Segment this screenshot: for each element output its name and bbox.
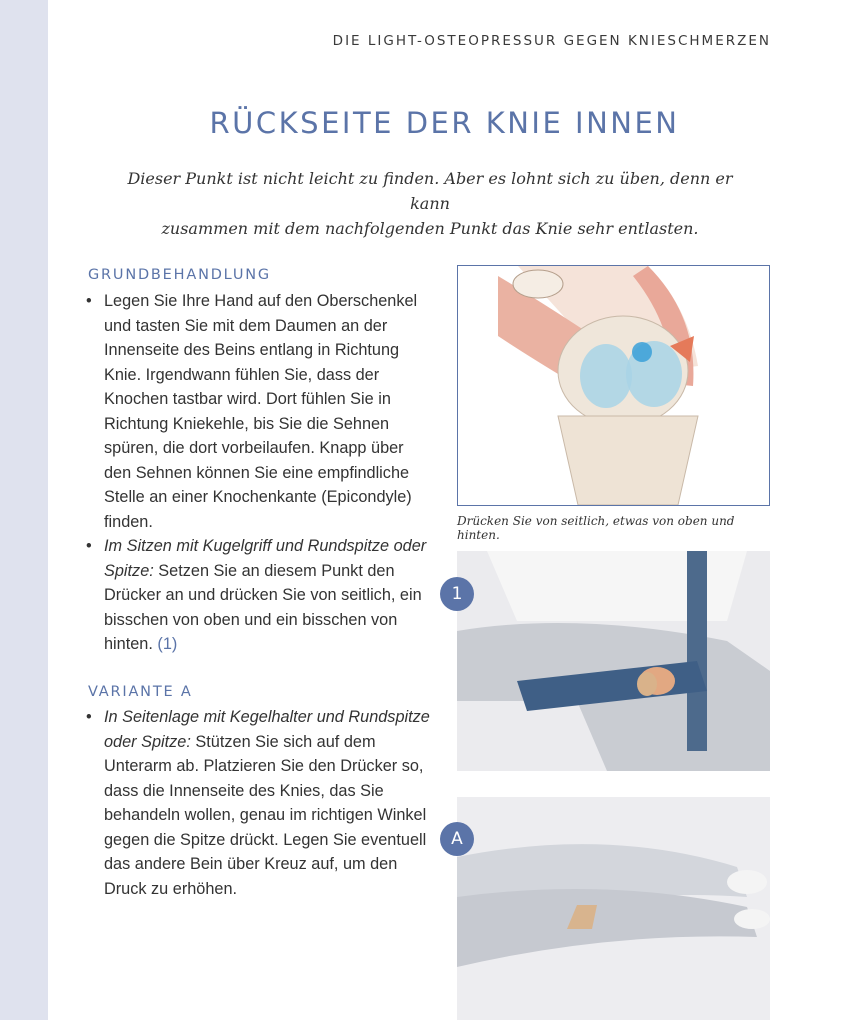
figure-badge-1: 1	[440, 577, 474, 611]
bullet-text: Legen Sie Ihre Hand auf den Oberschenkel und tasten Sie mit dem Daumen an der Innenseite des Beins entlang in Richtung Knie. Irgendwann fühlen Sie, dass der Knochen tastbar wird. Dort fühlen Sie in Richtung Kniekehle, bis Sie die Sehnen spüren, die dort vorbeilaufen. Knapp über den Sehnen können Sie eine empfindliche Stelle an einer Knochenkante (Epicondyle) finden.	[104, 292, 418, 531]
running-head: DIE LIGHT-OSTEOPRESSUR GEGEN KNIESCHMERZEN	[332, 33, 771, 49]
knee-anatomy-illustration	[457, 265, 770, 506]
section-heading-variante-a: VARIANTE A	[88, 684, 193, 700]
page-title: RÜCKSEITE DER KNIE INNEN	[209, 106, 680, 140]
figure-caption: Drücken Sie von seitlich, etwas von oben und hinten.	[457, 514, 735, 542]
seated-treatment-photo	[457, 551, 770, 771]
intro-line-2: zusammen mit dem nachfolgenden Punkt das Knie sehr entlasten.	[161, 219, 699, 238]
list-item	[86, 289, 431, 534]
bullet-text: Stützen Sie sich auf dem Unterarm ab. Platzieren Sie den Drücker so, dass die Innenseite des Knies, das Sie behandeln wollen, genau im richtigen Winkel gegen die Spitze drückt. Legen Sie eventuell das andere Bein über Kreuz auf, um den Druck zu erhöhen.	[104, 732, 427, 898]
variante-a-list	[86, 705, 431, 901]
bullet-text: Setzen Sie an diesem Punkt den Drücker an und drücken Sie von seitlich, ein bisschen von oben und ein bisschen von hinten.	[104, 561, 422, 653]
bullet-lead-in: Im Sitzen mit Kugelgriff und Rundspitze oder Spitze:	[104, 537, 427, 580]
grundbehandlung-list	[86, 289, 431, 657]
intro-line-1: Dieser Punkt ist nicht leicht zu finden. Aber es lohnt sich zu üben, denn er kann	[127, 169, 733, 213]
bullet-lead-in: In Seitenlage mit Kegelhalter und Rundspitze oder Spitze:	[104, 708, 430, 751]
side-lying-treatment-photo	[457, 797, 770, 1020]
page-edge-strip	[0, 0, 48, 1020]
section-heading-grundbehandlung: GRUNDBEHANDLUNG	[88, 267, 271, 283]
list-item	[86, 534, 431, 657]
figure-reference[interactable]: (1)	[157, 635, 178, 653]
intro-text	[110, 166, 750, 241]
figure-badge-a: A	[440, 822, 474, 856]
list-item	[86, 705, 431, 901]
